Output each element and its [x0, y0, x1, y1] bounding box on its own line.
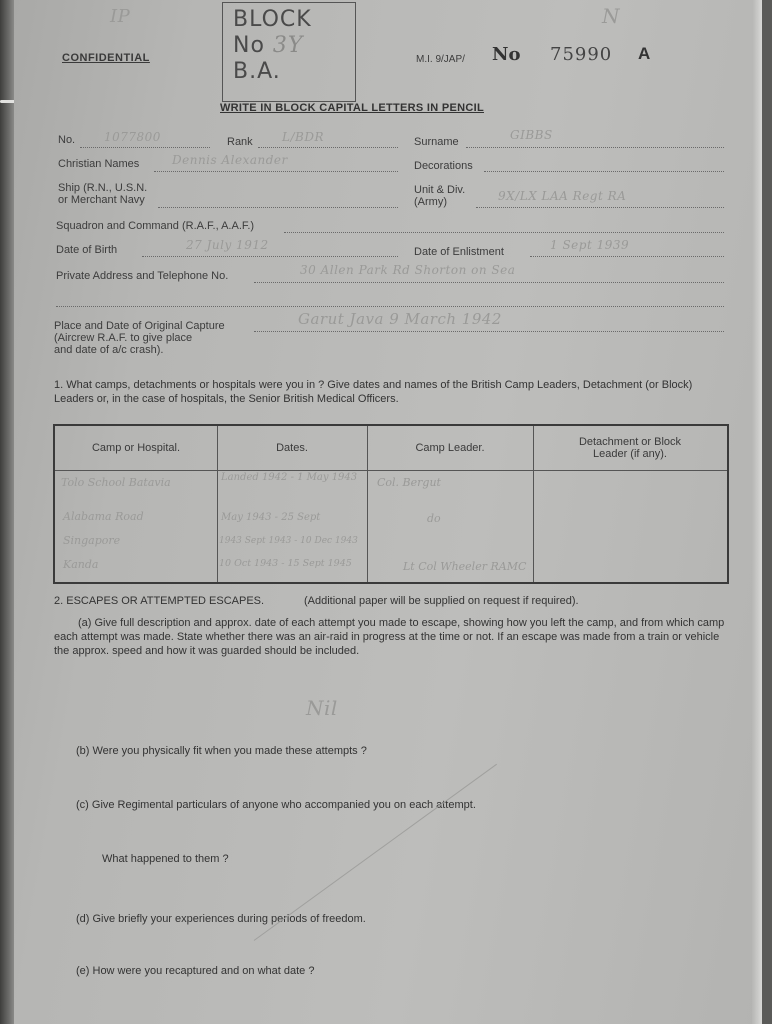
surname-label: Surname	[414, 136, 459, 148]
christian-names-label: Christian Names	[58, 158, 140, 170]
question-2a-answer: Nil	[306, 696, 338, 720]
stamp-line-3: B.A.	[233, 59, 281, 84]
cell-camp: Alabama Road	[63, 510, 144, 523]
pencil-instruction: WRITE IN BLOCK CAPITAL LETTERS IN PENCIL	[220, 102, 484, 114]
ship-label-1: Ship (R.N., U.S.N.	[58, 182, 148, 194]
squadron-label: Squadron and Command (R.A.F., A.A.F.)	[56, 220, 255, 232]
form-page	[14, 0, 762, 1024]
enlistment-label: Date of Enlistment	[414, 246, 504, 258]
question-2c-followup: What happened to them ?	[102, 853, 229, 865]
reference-code: M.I. 9/JAP/	[416, 54, 465, 65]
question-2d: (d) Give briefly your experiences during periods of freedom.	[76, 913, 366, 925]
cell-leader: do	[427, 512, 441, 525]
cell-camp: Kanda	[63, 558, 99, 571]
serial-suffix: A	[638, 44, 651, 63]
cell-dates: Landed 1942 - 1 May 1943	[221, 472, 358, 483]
rank-label: Rank	[227, 136, 253, 148]
surname-line	[466, 147, 724, 148]
cell-dates: 1943 Sept 1943 - 10 Dec 1943	[219, 536, 358, 546]
ship-line	[158, 207, 398, 208]
question-1: 1. What camps, detachments or hospitals were you in ? Give dates and names of the British Camp Leaders, Detachment (or Block) Leaders or, in the case of hospitals, the Senior British Medical Officers.	[54, 379, 693, 405]
capture-value: Garut Java 9 March 1942	[298, 310, 502, 328]
question-2a: (a) Give full description and approx. date of each attempt you made to escape, showing how you left the camp, and from which camp each attempt was made. State whether there was an air-raid in progress at the time or not. If an escape was made from a train or vehicle the approx. speed and how it was guarded should be included.	[54, 617, 725, 657]
no-label: No.	[58, 134, 76, 146]
page-edge	[752, 0, 762, 1024]
header-camp-leader: Camp Leader.	[415, 442, 485, 454]
enlistment-line	[530, 256, 724, 257]
question-2-note: (Additional paper will be supplied on request if required).	[304, 595, 579, 607]
question-2b: (b) Were you physically fit when you made these attempts ?	[76, 745, 367, 757]
question-2c: (c) Give Regimental particulars of anyone who accompanied you on each attempt.	[76, 799, 476, 811]
corner-mark-right: N	[602, 4, 620, 28]
cell-camp: Singapore	[63, 534, 121, 547]
rank-line	[258, 147, 398, 148]
dob-line	[142, 256, 398, 257]
cell-dates: 10 Oct 1943 - 15 Sept 1945	[219, 558, 352, 569]
christian-names-value: Dennis Alexander	[172, 153, 288, 167]
decorations-label: Decorations	[414, 160, 473, 172]
address-label: Private Address and Telephone No.	[56, 270, 229, 282]
number-mark: No	[492, 44, 521, 65]
header-dates: Dates.	[276, 442, 308, 454]
stamp-line-2: No 3Y	[233, 33, 304, 58]
rank-value: L/BDR	[282, 130, 324, 144]
stamp-line-1: BLOCK	[233, 7, 312, 32]
no-value: 1077800	[104, 130, 161, 144]
unit-label-2: (Army)	[414, 196, 447, 208]
binding-strip	[0, 0, 14, 1024]
surname-value: GIBBS	[510, 128, 553, 142]
unit-label-1: Unit & Div.	[414, 184, 466, 196]
capture-label-3: and date of a/c crash).	[54, 344, 164, 356]
address-value: 30 Allen Park Rd Shorton on Sea	[300, 263, 516, 277]
pencil-stroke	[254, 764, 497, 941]
no-line	[80, 147, 210, 148]
unit-value: 9X/LX LAA Regt RA	[498, 189, 627, 203]
address-line-2	[56, 306, 724, 307]
squadron-line	[284, 232, 724, 233]
cell-leader: Lt Col Wheeler RAMC	[403, 560, 527, 573]
header-detachment-leader: Detachment or Block Leader (if any).	[578, 436, 682, 460]
block-stamp	[222, 2, 356, 102]
corner-mark-left: IP	[110, 6, 131, 27]
question-2-heading: 2. ESCAPES OR ATTEMPTED ESCAPES.	[54, 595, 265, 607]
classification-label: CONFIDENTIAL	[62, 52, 150, 64]
cell-camp: Tolo School Batavia	[61, 476, 171, 489]
decorations-line	[484, 171, 724, 172]
capture-line	[254, 331, 724, 332]
address-line	[254, 282, 724, 283]
christian-names-line	[154, 171, 398, 172]
capture-label-1: Place and Date of Original Capture	[54, 320, 225, 332]
header-camp: Camp or Hospital.	[91, 442, 181, 454]
enlistment-value: 1 Sept 1939	[550, 238, 630, 252]
dob-label: Date of Birth	[56, 244, 118, 256]
cell-dates: May 1943 - 25 Sept	[221, 512, 321, 523]
serial-number: 75990	[550, 44, 613, 65]
dob-value: 27 July 1912	[186, 238, 269, 252]
camps-table	[53, 424, 729, 584]
unit-line	[476, 207, 724, 208]
cell-leader: Col. Bergut	[377, 476, 441, 489]
ship-label-2: or Merchant Navy	[58, 194, 145, 206]
capture-label-2: (Aircrew R.A.F. to give place	[54, 332, 193, 344]
question-2e: (e) How were you recaptured and on what date ?	[76, 965, 315, 977]
